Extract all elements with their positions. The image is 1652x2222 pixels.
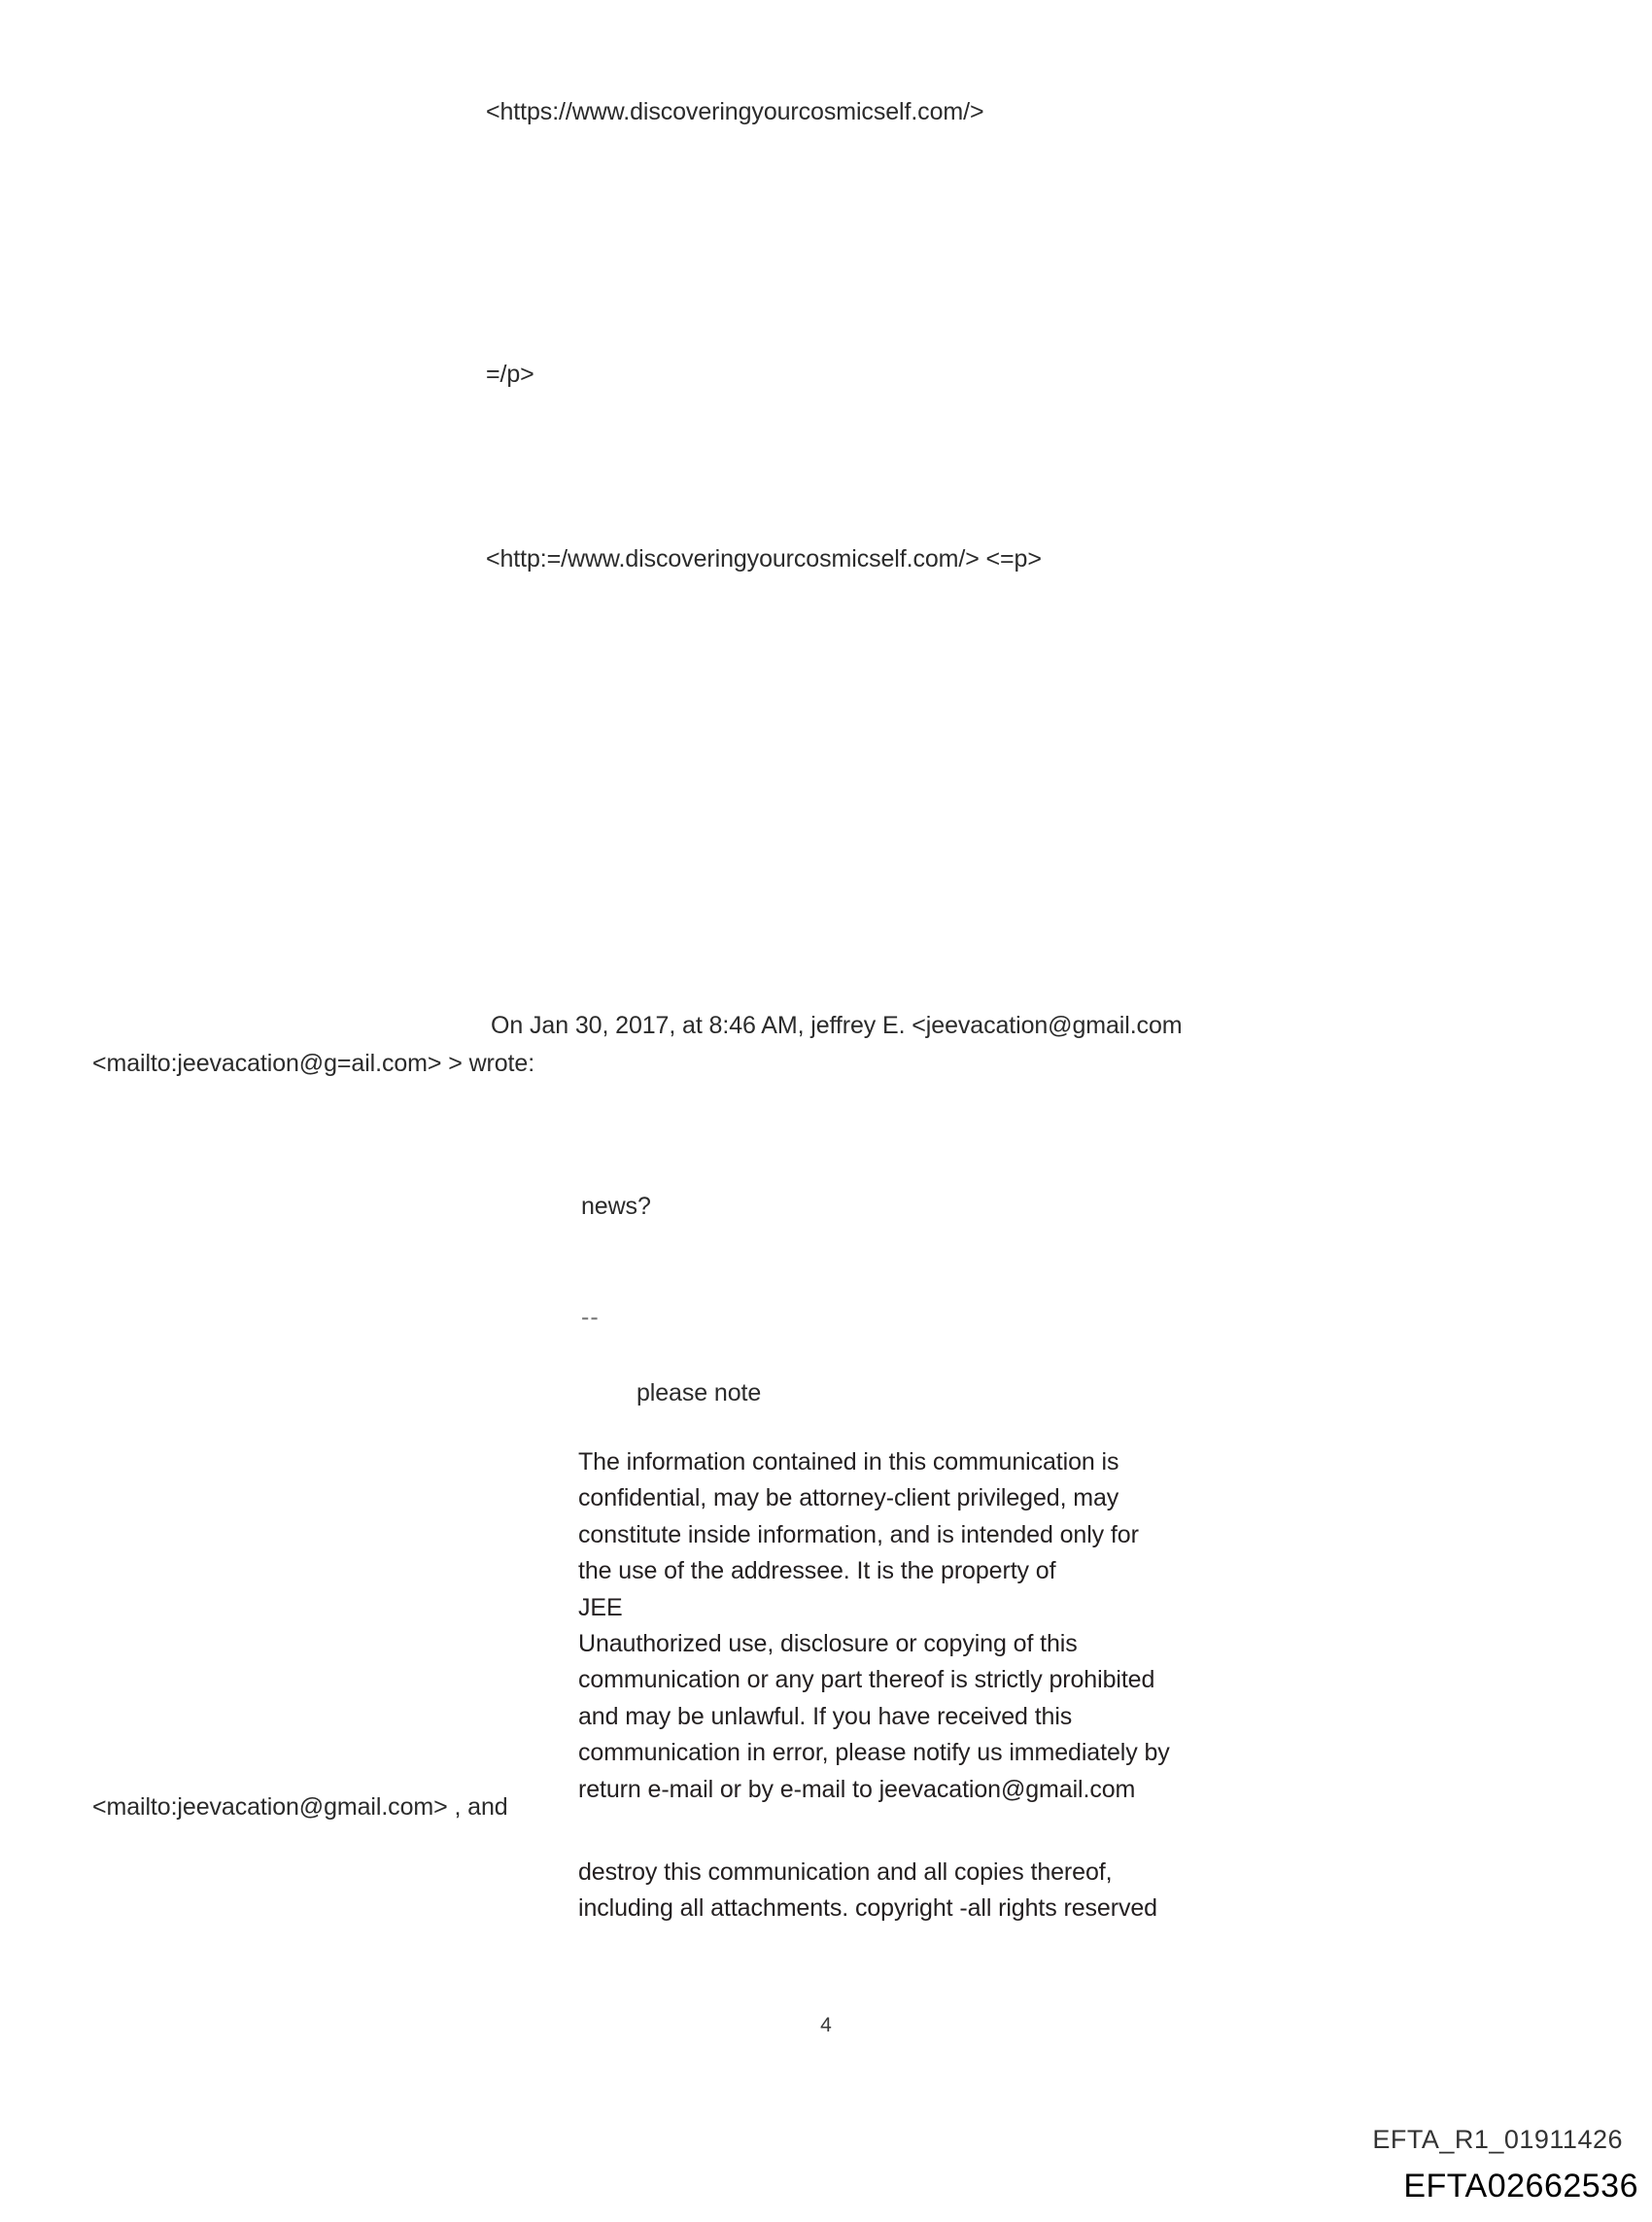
notice-closing-line: destroy this communication and all copies thereof, — [578, 1858, 1113, 1886]
mailto-continuation-line: <mailto:jeevacation@gmail.com> , and — [92, 1793, 508, 1821]
notice-line: return e-mail or by e-mail to jeevacation@gmail.com — [578, 1775, 1136, 1803]
email-attribution-line-1: On Jan 30, 2017, at 8:46 AM, jeffrey E. <jeevacation@gmail.com — [491, 1012, 1183, 1039]
signature-separator: -- — [581, 1303, 600, 1331]
notice-line: constitute inside information, and is intended only for — [578, 1520, 1139, 1548]
notice-line: and may be unlawful. If you have received this — [578, 1702, 1073, 1730]
close-paragraph-tag-line: =/p> — [486, 361, 534, 388]
header-url-line-2: <http:=/www.discoveringyourcosmicself.com/> <=p> — [486, 545, 1042, 573]
notice-line: JEE — [578, 1593, 623, 1621]
confidentiality-closing-block — [578, 1855, 1278, 1927]
notice-line: The information contained in this communication is — [578, 1448, 1119, 1476]
notice-closing-line: including all attachments. copyright -all rights reserved — [578, 1894, 1157, 1923]
notice-line: communication or any part thereof is strictly prohibited — [578, 1666, 1155, 1694]
email-message-body: news? — [581, 1193, 651, 1220]
confidentiality-notice-block — [578, 1444, 1278, 1808]
notice-line: the use of the addressee. It is the property of — [578, 1557, 1056, 1585]
bates-number-stamp: EFTA02662536 — [1403, 2168, 1638, 2205]
notice-line: communication in error, please notify us immediately by — [578, 1739, 1170, 1767]
notice-line: Unauthorized use, disclosure or copying of this — [578, 1630, 1078, 1658]
header-url-line-1: <https://www.discoveringyourcosmicself.com/> — [486, 98, 984, 125]
page-number: 4 — [820, 2014, 832, 2036]
production-id-stamp: EFTA_R1_01911426 — [1372, 2125, 1623, 2154]
notice-heading: please note — [637, 1379, 762, 1406]
email-attribution-line-2: <mailto:jeevacation@g=ail.com> > wrote: — [92, 1050, 535, 1077]
notice-line: confidential, may be attorney-client privileged, may — [578, 1484, 1119, 1512]
